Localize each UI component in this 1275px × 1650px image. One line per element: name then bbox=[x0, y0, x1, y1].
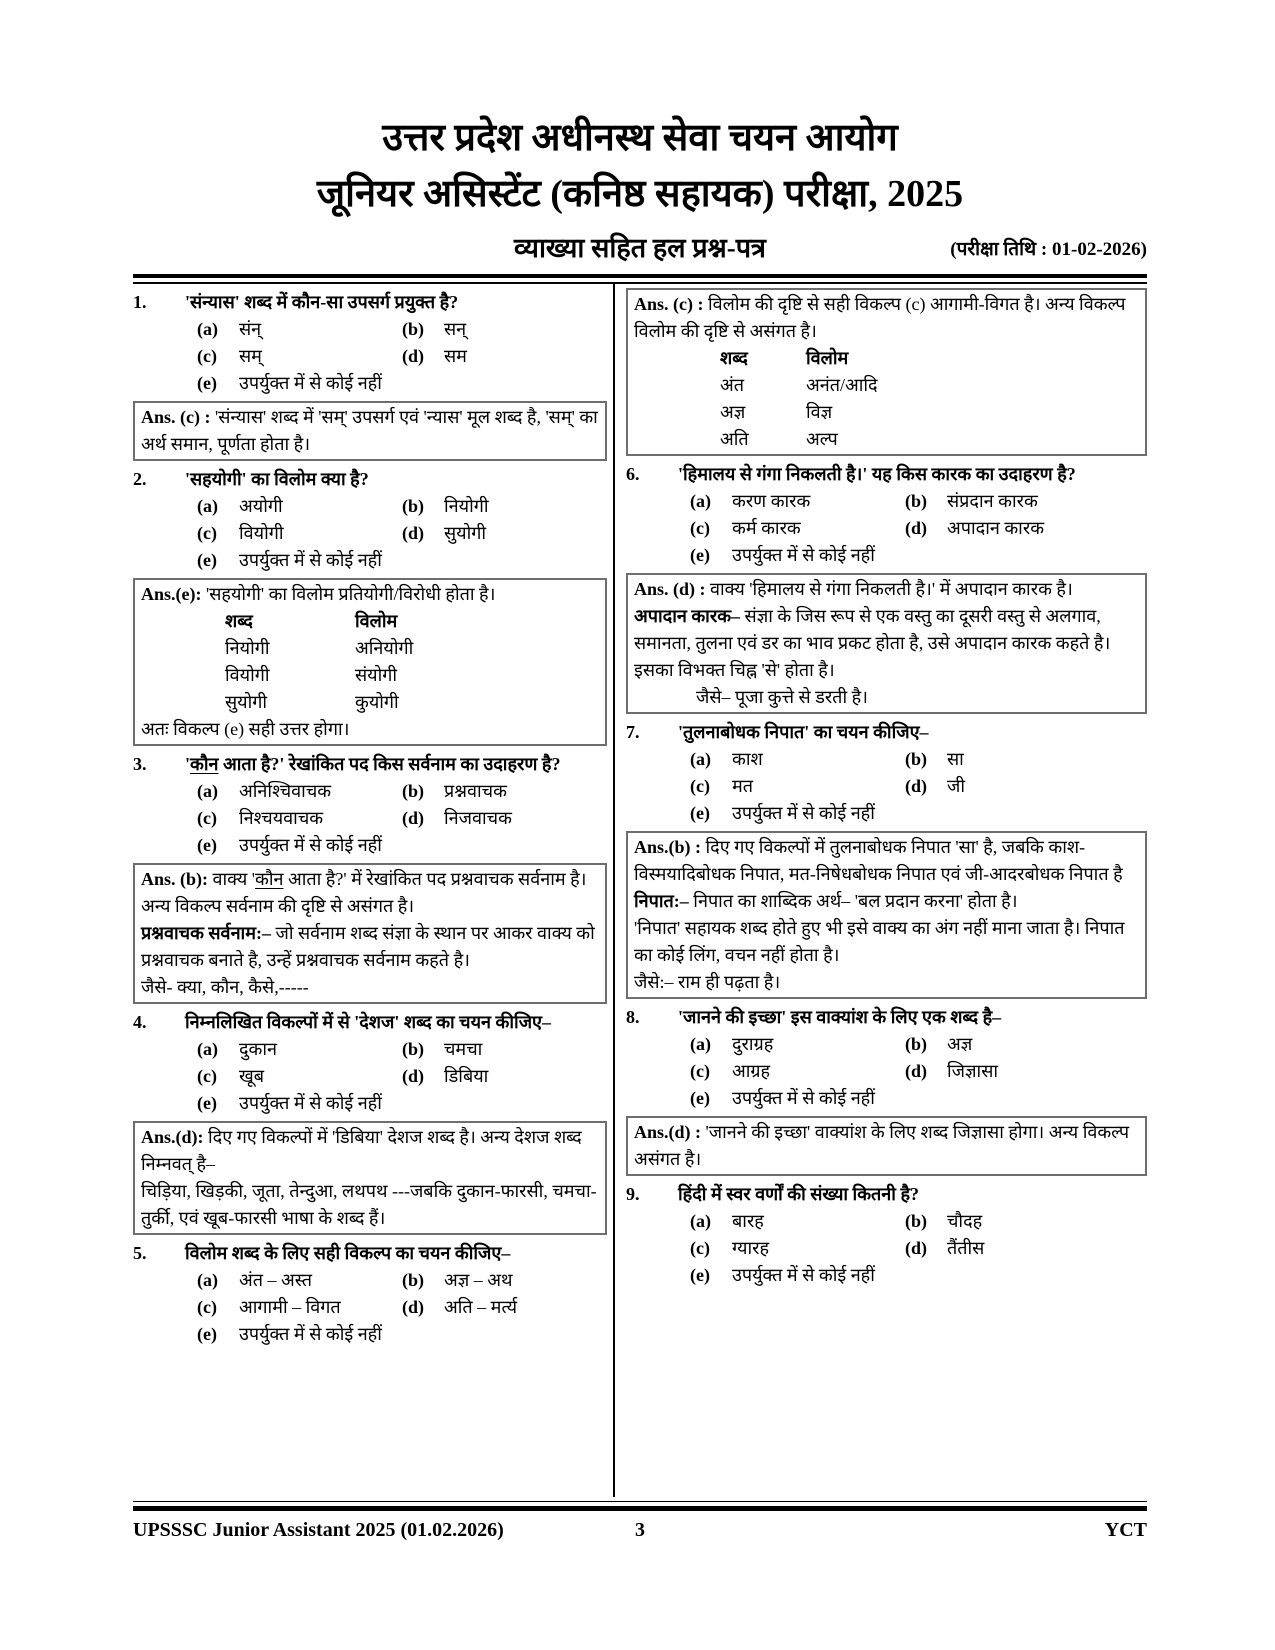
text-segment: आता है?' में रेखांकित पद प्रश्नवाचक सर्वनाम है। अन्य विकल्प सर्वनाम की दृष्टि से असंगत है। bbox=[141, 869, 587, 917]
option-letter: (a) bbox=[197, 1270, 218, 1291]
options-row bbox=[197, 832, 607, 859]
option-d bbox=[905, 1058, 1147, 1085]
option-c bbox=[690, 1058, 905, 1085]
page-number: 3 bbox=[635, 1519, 645, 1542]
option-letter: (e) bbox=[197, 835, 217, 856]
options-row bbox=[690, 773, 1147, 800]
option-c bbox=[690, 773, 905, 800]
option-b bbox=[402, 1036, 607, 1063]
options-row bbox=[197, 778, 607, 805]
table-cell: वियोगी bbox=[225, 665, 270, 686]
answer-label: Ans. (c) : bbox=[634, 294, 704, 315]
answer-text: निपात का शाब्दिक अर्थ– 'बल प्रदान करना' होता है। bbox=[693, 891, 1018, 912]
option-d bbox=[905, 773, 1147, 800]
option-e bbox=[690, 542, 875, 569]
question-number: 2. bbox=[133, 469, 147, 490]
options-row bbox=[197, 1063, 607, 1090]
options-row bbox=[197, 1267, 607, 1294]
answer-text: विलोम की दृष्टि से सही विकल्प (c) आगामी-विगत है। अन्य विकल्प विलोम की दृष्टि से असंगत है। bbox=[634, 294, 1126, 342]
option-e bbox=[197, 547, 382, 574]
page-content bbox=[133, 112, 1147, 1542]
options-row bbox=[690, 1058, 1147, 1085]
table-row bbox=[720, 372, 1139, 399]
option-letter: (d) bbox=[402, 808, 424, 829]
option-e bbox=[690, 800, 875, 827]
option-letter: (d) bbox=[402, 1297, 424, 1318]
options-row bbox=[690, 515, 1147, 542]
options-row bbox=[690, 1208, 1147, 1235]
option-letter: (c) bbox=[197, 1066, 217, 1087]
options-row bbox=[197, 370, 607, 397]
option-letter: (d) bbox=[402, 523, 424, 544]
option-letter: (a) bbox=[197, 1039, 218, 1060]
option-text: अज्ञ bbox=[947, 1034, 973, 1055]
option-text: चौदह bbox=[947, 1211, 983, 1232]
answer-paragraph bbox=[141, 1124, 599, 1178]
text-segment: वाक्य ' bbox=[212, 869, 255, 890]
option-text: दुकान bbox=[239, 1039, 278, 1060]
answer-label: Ans. (d) : bbox=[634, 579, 706, 600]
option-text: करण कारक bbox=[732, 491, 811, 512]
option-text: बारह bbox=[732, 1211, 764, 1232]
option-text: उपर्युक्त में से कोई नहीं bbox=[239, 373, 382, 394]
option-c bbox=[690, 515, 905, 542]
options-row bbox=[197, 343, 607, 370]
option-c bbox=[690, 1235, 905, 1262]
table-row bbox=[225, 662, 599, 689]
table-cell: विज्ञ bbox=[806, 402, 833, 423]
option-d bbox=[402, 1063, 607, 1090]
answer-example: जैसे- क्या, कौन, कैसे,----- bbox=[141, 977, 309, 998]
table-cell: अनियोगी bbox=[355, 638, 414, 659]
option-text: ग्यारह bbox=[732, 1238, 770, 1259]
option-letter: (c) bbox=[197, 346, 217, 367]
option-letter: (c) bbox=[690, 776, 710, 797]
option-text: जी bbox=[947, 776, 966, 797]
answer-paragraph: 'निपात' सहायक शब्द होते हुए भी इसे वाक्य का अंग नहीं माना जाता है। निपात का कोई लिंग, वचन नहीं होता है। bbox=[634, 918, 1125, 966]
column-header: विलोम bbox=[806, 348, 849, 369]
options-row bbox=[690, 1031, 1147, 1058]
options-q1 bbox=[133, 316, 607, 397]
text-segment: ' bbox=[185, 754, 191, 775]
table-cell: नियोगी bbox=[225, 638, 270, 659]
footer bbox=[133, 1511, 1147, 1542]
option-text: उपर्युक्त में से कोई नहीं bbox=[239, 550, 382, 571]
page-title: उत्तर प्रदेश अधीनस्थ सेवा चयन आयोग bbox=[382, 117, 898, 159]
question-text bbox=[185, 751, 607, 778]
question-8 bbox=[626, 1004, 1147, 1031]
table-header-row bbox=[225, 608, 599, 635]
option-letter: (b) bbox=[905, 1034, 927, 1055]
answer-box-q5 bbox=[626, 288, 1147, 456]
option-text: उपर्युक्त में से कोई नहीं bbox=[239, 1324, 382, 1345]
option-letter: (b) bbox=[905, 1211, 927, 1232]
option-text: अज्ञ – अथ bbox=[444, 1270, 513, 1291]
options-q4 bbox=[133, 1036, 607, 1117]
paper-subtitle: व्याख्या सहित हल प्रश्न-पत्र bbox=[514, 233, 766, 264]
question-1 bbox=[133, 289, 607, 316]
option-b bbox=[905, 488, 1147, 515]
table-header-row bbox=[720, 345, 1139, 372]
option-letter: (c) bbox=[690, 518, 710, 539]
table-cell: अल्प bbox=[806, 429, 838, 450]
answer-box-q6 bbox=[626, 573, 1147, 714]
option-c bbox=[197, 1294, 402, 1321]
table-cell: अज्ञ bbox=[720, 402, 746, 423]
option-a bbox=[690, 1031, 905, 1058]
option-letter: (d) bbox=[402, 1066, 424, 1087]
option-text: अपादान कारक bbox=[947, 518, 1045, 539]
answer-paragraph bbox=[141, 581, 599, 608]
option-e bbox=[197, 832, 382, 859]
answer-text: जो सर्वनाम शब्द संज्ञा के स्थान पर आकर वाक्य को प्रश्नवाचक बनाते है, उन्हें प्रश्नवाचक सर्वनाम कहते है। bbox=[141, 923, 595, 971]
option-text: आगामी – विगत bbox=[239, 1297, 341, 1318]
option-b bbox=[905, 1031, 1147, 1058]
option-a bbox=[690, 1208, 905, 1235]
answer-text: संज्ञा के जिस रूप से एक वस्तु का दूसरी वस्तु से अलगाव, समानता, तुलना एवं डर का भाव प्रकट होता है, उसे अपादान कारक कहते है। इसका विभक्त चिह्न 'से' होता है। bbox=[634, 606, 1111, 681]
options-row bbox=[197, 493, 607, 520]
answer-label: Ans. (b): bbox=[141, 869, 209, 890]
answer-example: जैसे:– राम ही पढ़ता है। bbox=[634, 972, 781, 993]
option-letter: (a) bbox=[690, 749, 711, 770]
answer-paragraph bbox=[141, 920, 599, 974]
answer-paragraph bbox=[141, 866, 599, 920]
underlined-word: कौन bbox=[255, 869, 284, 890]
option-text: डिबिया bbox=[444, 1066, 489, 1087]
option-letter: (b) bbox=[402, 1039, 424, 1060]
table-cell: अंत bbox=[720, 375, 745, 396]
question-number: 8. bbox=[626, 1007, 640, 1028]
option-e bbox=[197, 1321, 382, 1348]
answer-text: वाक्य 'हिमालय से गंगा निकलती है।' में अपादान कारक है। bbox=[710, 579, 1073, 600]
table-cell: कुयोगी bbox=[355, 692, 399, 713]
options-q2 bbox=[133, 493, 607, 574]
question-text: हिंदी में स्वर वर्णों की संख्या कितनी है? bbox=[678, 1184, 920, 1205]
option-text: नियोगी bbox=[444, 496, 489, 517]
answer-box-q2 bbox=[133, 578, 607, 746]
option-text: सम् bbox=[239, 346, 262, 367]
table-cell: सुयोगी bbox=[225, 692, 268, 713]
options-q9 bbox=[626, 1208, 1147, 1289]
option-a bbox=[690, 488, 905, 515]
answer-label: Ans.(d) : bbox=[634, 1122, 702, 1143]
option-e bbox=[197, 1090, 382, 1117]
option-a bbox=[197, 493, 402, 520]
option-text: उपर्युक्त में से कोई नहीं bbox=[732, 545, 875, 566]
question-number: 4. bbox=[133, 1012, 147, 1033]
option-letter: (e) bbox=[690, 545, 710, 566]
option-a bbox=[690, 746, 905, 773]
table-row bbox=[720, 426, 1139, 453]
column-header: विलोम bbox=[355, 611, 398, 632]
answer-text: 'संन्यास' शब्द में 'सम्' उपसर्ग एवं 'न्यास' मूल शब्द है, 'सम्' का अर्थ समान, पूर्णता होता है। bbox=[141, 407, 598, 455]
question-number: 6. bbox=[626, 464, 640, 485]
option-a bbox=[197, 1036, 402, 1063]
options-q6 bbox=[626, 488, 1147, 569]
option-text: कर्म कारक bbox=[732, 518, 801, 539]
option-text: उपर्युक्त में से कोई नहीं bbox=[732, 1088, 875, 1109]
footer-publisher: YCT bbox=[1104, 1519, 1147, 1542]
option-text: निश्चयवाचक bbox=[239, 808, 324, 829]
option-letter: (b) bbox=[402, 781, 424, 802]
option-letter: (a) bbox=[690, 1211, 711, 1232]
table-row bbox=[720, 399, 1139, 426]
question-text: 'तुलनाबोधक निपात' का चयन कीजिए– bbox=[678, 722, 929, 743]
subtitle-row bbox=[133, 231, 1147, 266]
option-letter: (b) bbox=[402, 1270, 424, 1291]
option-b bbox=[905, 1208, 1147, 1235]
option-letter: (c) bbox=[690, 1061, 710, 1082]
option-text: मत bbox=[732, 776, 754, 797]
answer-box-q4 bbox=[133, 1121, 607, 1235]
answer-text: दिए गए विकल्पों में तुलनाबोधक निपात 'सा' है, जबकि काश-विस्मयादिबोधक निपात, मत-निषेधबोधक निपात एवं जी-आदरबोधक निपात है bbox=[634, 837, 1123, 885]
option-c bbox=[197, 520, 402, 547]
options-row bbox=[197, 1090, 607, 1117]
option-letter: (b) bbox=[402, 319, 424, 340]
option-text: दुराग्रह bbox=[732, 1034, 774, 1055]
question-text: 'संन्यास' शब्द में कौन-सा उपसर्ग प्रयुक्त है? bbox=[185, 292, 459, 313]
options-row bbox=[197, 1036, 607, 1063]
word-antonym-table bbox=[634, 345, 1139, 453]
option-letter: (d) bbox=[905, 1061, 927, 1082]
option-d bbox=[905, 1235, 1147, 1262]
options-row bbox=[197, 1321, 607, 1348]
answer-text: 'जानने की इच्छा' वाक्यांश के लिए शब्द जिज्ञासा होगा। अन्य विकल्प असंगत है। bbox=[634, 1122, 1130, 1170]
question-5 bbox=[133, 1240, 607, 1267]
options-row bbox=[690, 488, 1147, 515]
options-q3 bbox=[133, 778, 607, 859]
option-letter: (d) bbox=[905, 776, 927, 797]
option-text: अयोगी bbox=[239, 496, 283, 517]
option-text: अंत – अस्त bbox=[239, 1270, 313, 1291]
option-letter: (e) bbox=[197, 1093, 217, 1114]
option-letter: (e) bbox=[197, 550, 217, 571]
question-7 bbox=[626, 719, 1147, 746]
option-text: उपर्युक्त में से कोई नहीं bbox=[239, 1093, 382, 1114]
option-text: संन् bbox=[239, 319, 262, 340]
option-letter: (a) bbox=[690, 1034, 711, 1055]
right-column bbox=[615, 284, 1147, 1497]
question-3 bbox=[133, 751, 607, 778]
question-number: 7. bbox=[626, 722, 640, 743]
question-text: 'जानने की इच्छा' इस वाक्यांश के लिए एक शब्द है– bbox=[678, 1007, 1002, 1028]
answer-example: जैसे– पूजा कुत्ते से डरती है। bbox=[696, 687, 868, 708]
option-letter: (b) bbox=[402, 496, 424, 517]
option-letter: (d) bbox=[905, 518, 927, 539]
left-column bbox=[133, 284, 615, 1497]
option-letter: (c) bbox=[197, 523, 217, 544]
option-text: खूब bbox=[239, 1066, 265, 1087]
term-label: निपात:– bbox=[634, 891, 689, 912]
options-row bbox=[197, 1294, 607, 1321]
option-b bbox=[402, 1267, 607, 1294]
option-text: सन् bbox=[444, 319, 467, 340]
option-letter: (c) bbox=[197, 1297, 217, 1318]
answer-label: Ans. (c) : bbox=[141, 407, 211, 428]
text-segment: आता है?' रेखांकित पद किस सर्वनाम का उदाहरण है? bbox=[218, 754, 561, 775]
option-text: जिज्ञासा bbox=[947, 1061, 999, 1082]
option-letter: (a) bbox=[197, 781, 218, 802]
option-a bbox=[197, 778, 402, 805]
option-b bbox=[905, 746, 1147, 773]
option-d bbox=[402, 1294, 607, 1321]
answer-paragraph bbox=[634, 603, 1139, 684]
header-rule bbox=[133, 274, 1147, 284]
option-e bbox=[197, 370, 382, 397]
two-column-body bbox=[133, 284, 1147, 1497]
footer-exam-name: UPSSSC Junior Assistant 2025 (01.02.2026) bbox=[133, 1519, 504, 1542]
option-letter: (e) bbox=[690, 803, 710, 824]
options-q7 bbox=[626, 746, 1147, 827]
term-label: प्रश्नवाचक सर्वनाम:– bbox=[141, 923, 271, 944]
option-letter: (e) bbox=[690, 1265, 710, 1286]
options-row bbox=[197, 805, 607, 832]
question-text: विलोम शब्द के लिए सही विकल्प का चयन कीजिए– bbox=[185, 1243, 511, 1264]
option-letter: (e) bbox=[197, 373, 217, 394]
word-antonym-table bbox=[141, 608, 599, 716]
table-cell: अनंत/आदि bbox=[806, 375, 878, 396]
answer-text: दिए गए विकल्पों में 'डिबिया' देशज शब्द है। अन्य देशज शब्द निम्नवत् है– bbox=[141, 1127, 582, 1175]
option-a bbox=[197, 316, 402, 343]
option-text: अति – मर्त्य bbox=[444, 1297, 518, 1318]
answer-box-q1 bbox=[133, 401, 607, 461]
answer-paragraph bbox=[634, 1119, 1139, 1173]
option-letter: (a) bbox=[690, 491, 711, 512]
question-2 bbox=[133, 466, 607, 493]
options-row bbox=[197, 520, 607, 547]
option-c bbox=[197, 343, 402, 370]
option-letter: (a) bbox=[197, 496, 218, 517]
option-letter: (d) bbox=[905, 1238, 927, 1259]
question-text: निम्नलिखित विकल्पों में से 'देशज' शब्द का चयन कीजिए– bbox=[185, 1012, 552, 1033]
option-d bbox=[402, 520, 607, 547]
option-letter: (a) bbox=[197, 319, 218, 340]
table-row bbox=[225, 689, 599, 716]
option-letter: (e) bbox=[197, 1324, 217, 1345]
option-c bbox=[197, 1063, 402, 1090]
options-q8 bbox=[626, 1031, 1147, 1112]
question-number: 1. bbox=[133, 292, 147, 313]
answer-box-q7 bbox=[626, 831, 1147, 999]
options-row bbox=[197, 547, 607, 574]
footer-rule bbox=[133, 1501, 1147, 1511]
option-text: निजवाचक bbox=[444, 808, 512, 829]
option-text: अनिश्चिवाचक bbox=[239, 781, 332, 802]
option-a bbox=[197, 1267, 402, 1294]
option-b bbox=[402, 316, 607, 343]
option-b bbox=[402, 778, 607, 805]
table-cell: संयोगी bbox=[355, 665, 398, 686]
answer-box-q8 bbox=[626, 1116, 1147, 1176]
options-row bbox=[690, 800, 1147, 827]
answer-paragraph bbox=[141, 404, 599, 458]
option-text: उपर्युक्त में से कोई नहीं bbox=[239, 835, 382, 856]
option-text: प्रश्नवाचक bbox=[444, 781, 507, 802]
options-q5 bbox=[133, 1267, 607, 1348]
exam-date: (परीक्षा तिथि : 01-02-2026) bbox=[950, 239, 1147, 261]
answer-label: Ans.(d): bbox=[141, 1127, 204, 1148]
option-letter: (c) bbox=[690, 1238, 710, 1259]
answer-label: Ans.(b) : bbox=[634, 837, 702, 858]
answer-label: Ans.(e): bbox=[141, 584, 202, 605]
answer-closing: अतः विकल्प (e) सही उत्तर होगा। bbox=[141, 719, 350, 740]
answer-paragraph bbox=[634, 834, 1139, 888]
question-number: 9. bbox=[626, 1184, 640, 1205]
option-text: काश bbox=[732, 749, 763, 770]
underlined-word: कौन bbox=[190, 754, 219, 775]
exam-title: जूनियर असिस्टेंट (कनिष्ठ सहायक) परीक्षा, 2025 bbox=[316, 173, 964, 216]
option-b bbox=[402, 493, 607, 520]
option-letter: (b) bbox=[905, 749, 927, 770]
option-text: वियोगी bbox=[239, 523, 284, 544]
table-cell: अति bbox=[720, 429, 749, 450]
options-row bbox=[690, 1085, 1147, 1112]
option-c bbox=[197, 805, 402, 832]
question-4 bbox=[133, 1009, 607, 1036]
options-row bbox=[197, 316, 607, 343]
option-text: चमचा bbox=[444, 1039, 483, 1060]
term-label: अपादान कारक– bbox=[634, 606, 741, 627]
option-letter: (b) bbox=[905, 491, 927, 512]
table-row bbox=[225, 635, 599, 662]
options-row bbox=[690, 1235, 1147, 1262]
question-text: 'हिमालय से गंगा निकलती है।' यह किस कारक का उदाहरण है? bbox=[678, 464, 1076, 485]
option-text: आग्रह bbox=[732, 1061, 771, 1082]
column-header: शब्द bbox=[720, 348, 748, 369]
options-row bbox=[690, 1262, 1147, 1289]
option-letter: (e) bbox=[690, 1088, 710, 1109]
option-text: सुयोगी bbox=[444, 523, 487, 544]
question-text: 'सहयोगी' का विलोम क्या है? bbox=[185, 469, 369, 490]
answer-paragraph bbox=[634, 291, 1139, 345]
answer-box-q3 bbox=[133, 863, 607, 1004]
option-d bbox=[402, 805, 607, 832]
option-text: सम bbox=[444, 346, 467, 367]
option-e bbox=[690, 1085, 875, 1112]
option-e bbox=[690, 1262, 875, 1289]
options-row bbox=[690, 746, 1147, 773]
question-9 bbox=[626, 1181, 1147, 1208]
option-letter: (c) bbox=[197, 808, 217, 829]
answer-text: 'सहयोगी' का विलोम प्रतियोगी/विरोधी होता है। bbox=[206, 584, 496, 605]
option-letter: (d) bbox=[402, 346, 424, 367]
option-d bbox=[402, 343, 607, 370]
answer-paragraph: चिड़िया, खिड़की, जूता, तेन्दुआ, लथपथ ---जबकि दुकान-फारसी, चमचा-तुर्की, एवं खूब-फारसी भाषा के शब्द हैं। bbox=[141, 1181, 597, 1229]
option-d bbox=[905, 515, 1147, 542]
option-text: उपर्युक्त में से कोई नहीं bbox=[732, 803, 875, 824]
column-header: शब्द bbox=[225, 611, 253, 632]
option-text: उपर्युक्त में से कोई नहीं bbox=[732, 1265, 875, 1286]
question-number: 3. bbox=[133, 754, 147, 775]
options-row bbox=[690, 542, 1147, 569]
option-text: सा bbox=[947, 749, 964, 770]
option-text: संप्रदान कारक bbox=[947, 491, 1038, 512]
question-number: 5. bbox=[133, 1243, 147, 1264]
option-text: तैंतीस bbox=[947, 1238, 985, 1259]
question-6 bbox=[626, 461, 1147, 488]
answer-paragraph bbox=[634, 888, 1139, 915]
answer-paragraph bbox=[634, 576, 1139, 603]
